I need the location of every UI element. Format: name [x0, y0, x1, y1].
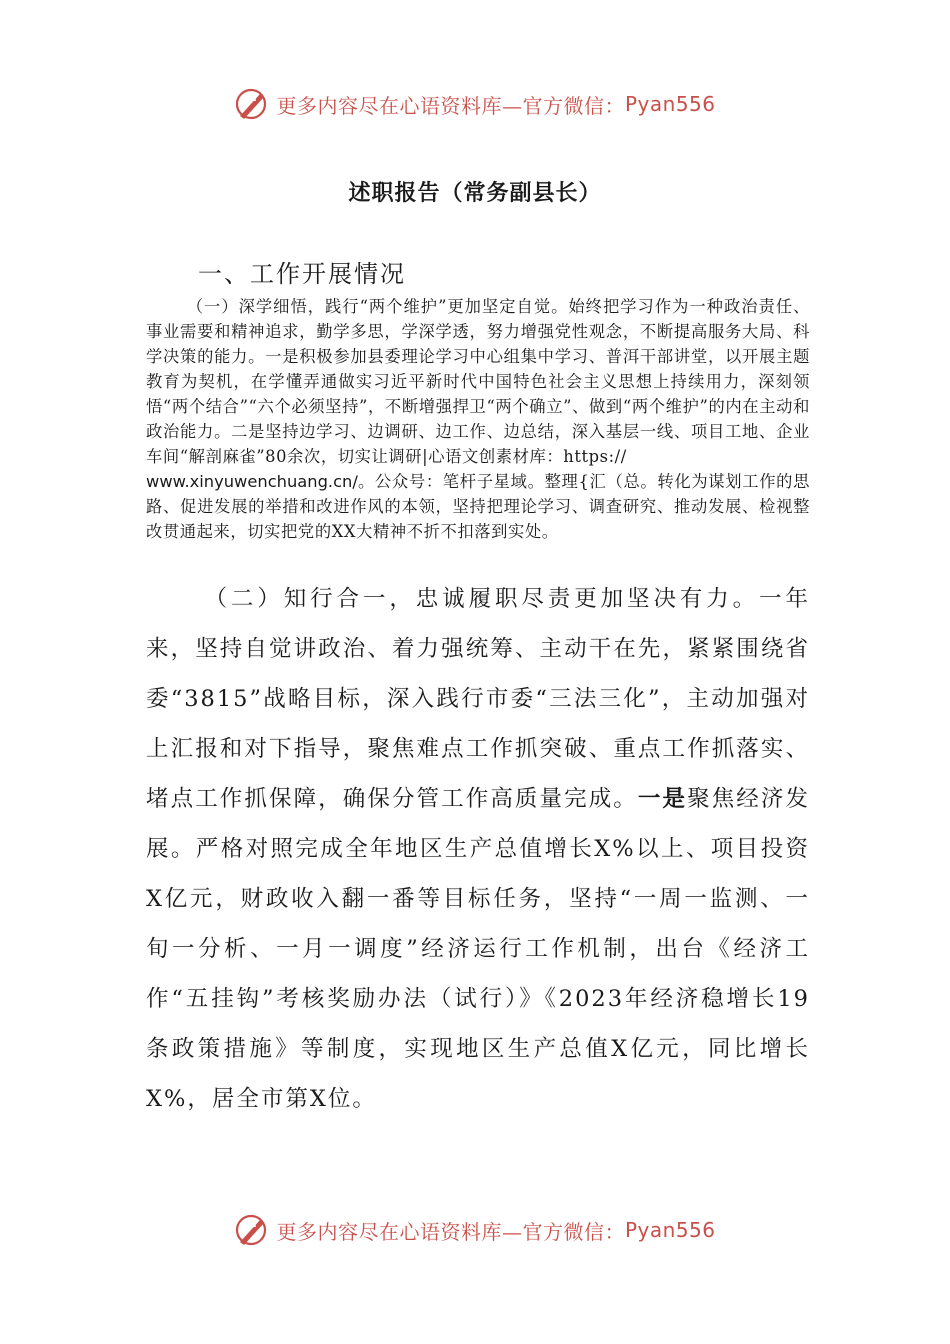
- paragraph-1-url: www.xinyuwenchuang.cn/: [146, 472, 358, 491]
- paragraph-2-text-b: 聚焦经济发展。严格对照完成全年地区生产总值增长X%以上、项目投资X亿元，财政收入翻一番等目标任务，坚持“一周一监测、一旬一分析、一月一调度”经济运行工作机制，出台《经济工作“五挂钩”考核奖励办法（试行）》《2023年经济稳增长19条政策措施》等制度，实现地区生产总值X亿元，同比增长X%，居全市第X位。: [146, 786, 810, 1112]
- paragraph-1-text-b: 。公众号：笔杆子星域。整理{汇（总。转化为谋划工作的思路、促进发展的举措和改进作风的本领，坚持把理论学习、调查研究、推动发展、检视整改贯通起来，切实把党的XX大精神不折不扣落到实处。: [146, 472, 810, 541]
- paragraph-1: [146, 294, 810, 544]
- document-title: 述职报告（常务副县长）: [348, 180, 602, 206]
- section-heading: 一、工作开展情况: [198, 260, 406, 288]
- watermark-text: 更多内容尽在心语资料库—官方微信：: [276, 1219, 625, 1244]
- paragraph-2-text-a: （二）知行合一，忠诚履职尽责更加坚决有力。一年来，坚持自觉讲政治、着力强统筹、主动干在先，紧紧围绕省委“3815”战略目标，深入践行市委“三法三化”，主动加强对上汇报和对下指导，聚焦难点工作抓突破、重点工作抓落实、堵点工作抓保障，确保分管工作高质量完成。: [146, 586, 810, 812]
- pen-logo-icon: [234, 1212, 270, 1248]
- paragraph-1-text-a: （一）深学细悟，践行“两个维护”更加坚定自觉。始终把学习作为一种政治责任、事业需要和精神追求，勤学多思，学深学透，努力增强党性观念，不断提高服务大局、科学决策的能力。一是积极参加县委理论学习中心组集中学习、普洱干部讲堂，以开展主题教育为契机，在学懂弄通做实习近平新时代中国特色社会主义思想上持续用力，深刻领悟“两个结合”“六个必须坚持”，不断增强捍卫“两个确立”、做到“两个维护”的内在主动和政治能力。二是坚持边学习、边调研、边工作、边总结，深入基层一线、项目工地、企业车间“解剖麻雀”80余次，切实让调研|心语文创素材库：https://: [146, 297, 810, 466]
- watermark-wechat-id: Pyan556: [624, 92, 716, 116]
- watermark-wechat-id: Pyan556: [624, 1218, 716, 1242]
- paragraph-2-bold-marker: 一是: [637, 786, 688, 812]
- pen-logo-icon: [234, 86, 270, 122]
- paragraph-2: [146, 574, 810, 1124]
- watermark-banner-top: [0, 84, 950, 124]
- watermark-banner-bottom: [0, 1210, 950, 1250]
- watermark-text: 更多内容尽在心语资料库—官方微信：: [276, 93, 625, 118]
